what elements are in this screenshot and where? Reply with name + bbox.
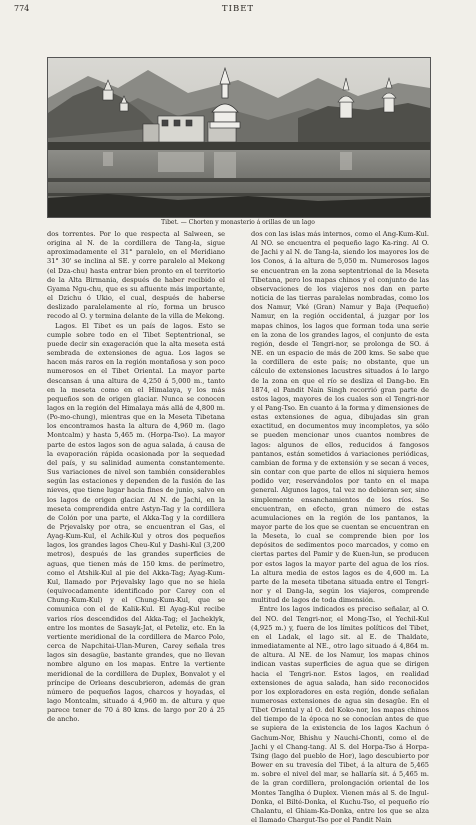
figure-caption: Tibet. — Chorten y monasterio á orillas de un lago (161, 219, 315, 226)
monastery-lake-photo-icon (47, 57, 431, 218)
paragraph: dos con las islas más internos, como el Ang-Kum-Kul. Al NO. se encuentra el pequeño lago Ka-ring. Al O. de Jachi y al N. de Tang-la, siendo los mayores los de los Conos, á la altura de 5,050 m. Numerosos lagos se encuentran en la zona septentrional de la Meseta Tibetana, pero los mapas chinos y el conjunto de las observaciones de los viajeros nos dan en parte noticia de las tierras paralelas nombradas, como los dos Namur, Vké (Gran) Namur y Baja (Pequeño) Namur, en la región occidental, á juzgar por los mapas chinos, los lagos que forman toda una serie en la zona de los grandes lagos, el conjunto de esta región, desde el Tengri-nor, se prolonga de SO. á NE. en un espacio de más de 200 kms. Se sabe que la cordillera de este país; no obstante, que un cálculo de extensiones lacustres situados á lo largo de la zona en que el río se desliza el Dang-bo. En 1874, el Pandit Nain Singh recorrió gran parte de estos lagos, mayores de los cuales son el Tengri-nor y el Pang-Tso. En cuanto á la forma y dimensiones de estas extensiones de agua, dibujadas sin gran exactitud, en documentos muy incompletos, ya sólo se pueden mencionar unos cuantos nombres de lagos: algunos de ellos, reducidos á fangosos pantanos, están sometidos á variaciones periódicas, cambian de forma y de extensión y se secan á veces, sin contar con que parte de ellos ni siquiera hemos podido ver, reservándolos por tanto en el mapa general. Algunos lagos, tal vez no debieran ser, sino simplemente ensanchamientos de los ríos. Se encuentran, en efecto, gran número de estas acumulaciones en la región de los pantanos, la mayor parte de los que se cuentan se encuentran en la Meseta, lo cual se comprende bien por los depósitos de sedimentos poco marcados, y como en ciertas partes del Pamir y de Kuen-lun, se producen por estos lagos la mayor parte del agua de los ríos. La altura media de estos lagos es de 4,600 m. La parte de la meseta tibetana situada entre el Tengri-nor y el Dang-la, según los viajeros, comprende multitud de lagos de toda dimensión. (251, 230, 430, 605)
text-column-right (251, 230, 430, 824)
paragraph: Lagos. El Tibet es un país de lagos. Esto se cumple sobre todo en el Tibet Septentrional, se puede decir sin exageración que la alta meseta está sembrada de extensiones de agua. Los lagos se hacen más raros en la región montañosa y son poco numerosos en el Tibet Oriental. La mayor parte descansan á una altura de 4,250 á 5,000 m., tanto en la meseta como en el Himalaya, y los más pequeños son de origen glaciar. Nunca se conocen lagos en la región del Himalaya más allá de 4,800 m. (Po-mo-chung), mientras que en la Meseta Tibetana los encontramos hasta la altura de 4,960 m. (lago Montcalm) y hasta 5,465 m. (Horpa-Tso). La mayor parte de estos lagos son de agua salada, á causa de la evaporación rápida ocasionada por la sequedad del país, y su salinidad aumenta constantemente. Sus variaciones de nivel son también considerables según las estaciones y dependen de la fusión de las nieves, que tiene lugar hacia fines de junio, salvo en los lagos de origen glaciar. Al N. de Jachi, en la meseta comprendida entre Astyn-Tag y la cordillera de Colón por una parte, el Akka-Tag y la cordillera de Prjevalsky por otra, se encuentran el Gas, el Ayag-Kum-Kul, el Achik-Kul y otros dos pequeños lagos, los grandes lagos Cheu-Kul y Dashi-Kul (3,200 metros), después de las grandes superficies de aguas, que tienen más de 150 kms. de perímetro, como el Atshik-Kul al pie del Akka-Tag; Ayag-Kum-Kul, llamado por Prjevalsky lago que no se hiela (equivocadamente identificado por Carey con el Chung-Kum-Kul) y el Chung-Kum-Kul, que se comunica con el de Kalik-Kul. El Ayag-Kul recibe varios ríos descendidos del Akka-Tag; el Jacheklyk, entre los montes de Sasayk-Jat, el Peteliz, etc. En la vertiente meridional de la cordillera de Marco Polo, cerca de Napchitai-Ulan-Muren, Carey señala tres lagos sin desagüe, bastante grandes, que no llevan nombre alguno en los mapas. Entre la vertiente meridional de la cordillera de Duplex, Bonvalot y el príncipe de Orleans descubrieron, además de gran número de pequeños lagos, charcos y hoyadas, el lago Montcalm, situado á 4,960 m. de altura y que parece tener de 70 á 80 kms. de largo por 20 á 25 de ancho. (47, 321, 225, 724)
running-header (10, 2, 466, 16)
paragraph: dos torrentes. Por lo que respecta al Salween, se origina al N. de la cordillera de Tang-la, sigue aproximadamente el 31° paralelo, en el Meridiano 31° 30' se inclina al SE. y corre paralelo al Mekong (el Dza-chu) hasta entrar bien pronto en el territorio de la Alta Birmania, después de haber recibido el Gyama Ngu-chu, que es su afluente más importante, el Dzichu ó Ukio, el cual, después de haberse deslizado paralelamente al río, forma un brusco recodo al O. y termina delante de la villa de Mekong. (47, 230, 225, 321)
running-title: TIBET (221, 4, 255, 14)
text-column-left (47, 230, 225, 722)
paragraph: Entre los lagos indicados es preciso señalar, al O. del NO. del Tengri-nor, el Mong-Tso, el Yechil-Kul (4,925 m.) y, fuera de los límites políticos del Tibet, en el Ladak, el lago sit. al E. de Thaldate, inmediatamente al NE., otro lago situado á 4,864 m. de altura. Al NE. de los Namur, los mapas chinos indican vastas superficies de agua que se dirigen hacia el Tengri-nor. Estos lagos, en realidad extensiones de agua salada, han sido reconocidos por los exploradores en esta región, donde señalan numerosas extensiones de agua sin desagüe. En el Tibet Oriental y al O. del Koko-nor, los mapas chinos del tiempo de la época no se conocían antes de que se supiera de la existencia de los lagos Kachun ó Gachum-Nor, Bhishu y Nauchi-Chonti, como el de Jachi y el Chang-tang. Al S. del Horpa-Tso á Horpa-Tsing (lago del pueblo de Hor), lago descubierto por Bower en su travesía del Tibet, á la altura de 5,465 m. sobre el nivel del mar, se hallaría sit. á 5,465 m. de la gran cordillera, prolongación oriental de los Montes Tanglha ó Duplex. Vienen más al S. de Ingul-Donka, el Bilté-Donka, el Kuchu-Tso, el pequeño río Chalantu, el Ghiam-Ka-Donka, entre los que se alza el llamado Chargut-Tso por el Pandit Nain (251, 605, 429, 824)
page-number: 774 (14, 4, 30, 13)
